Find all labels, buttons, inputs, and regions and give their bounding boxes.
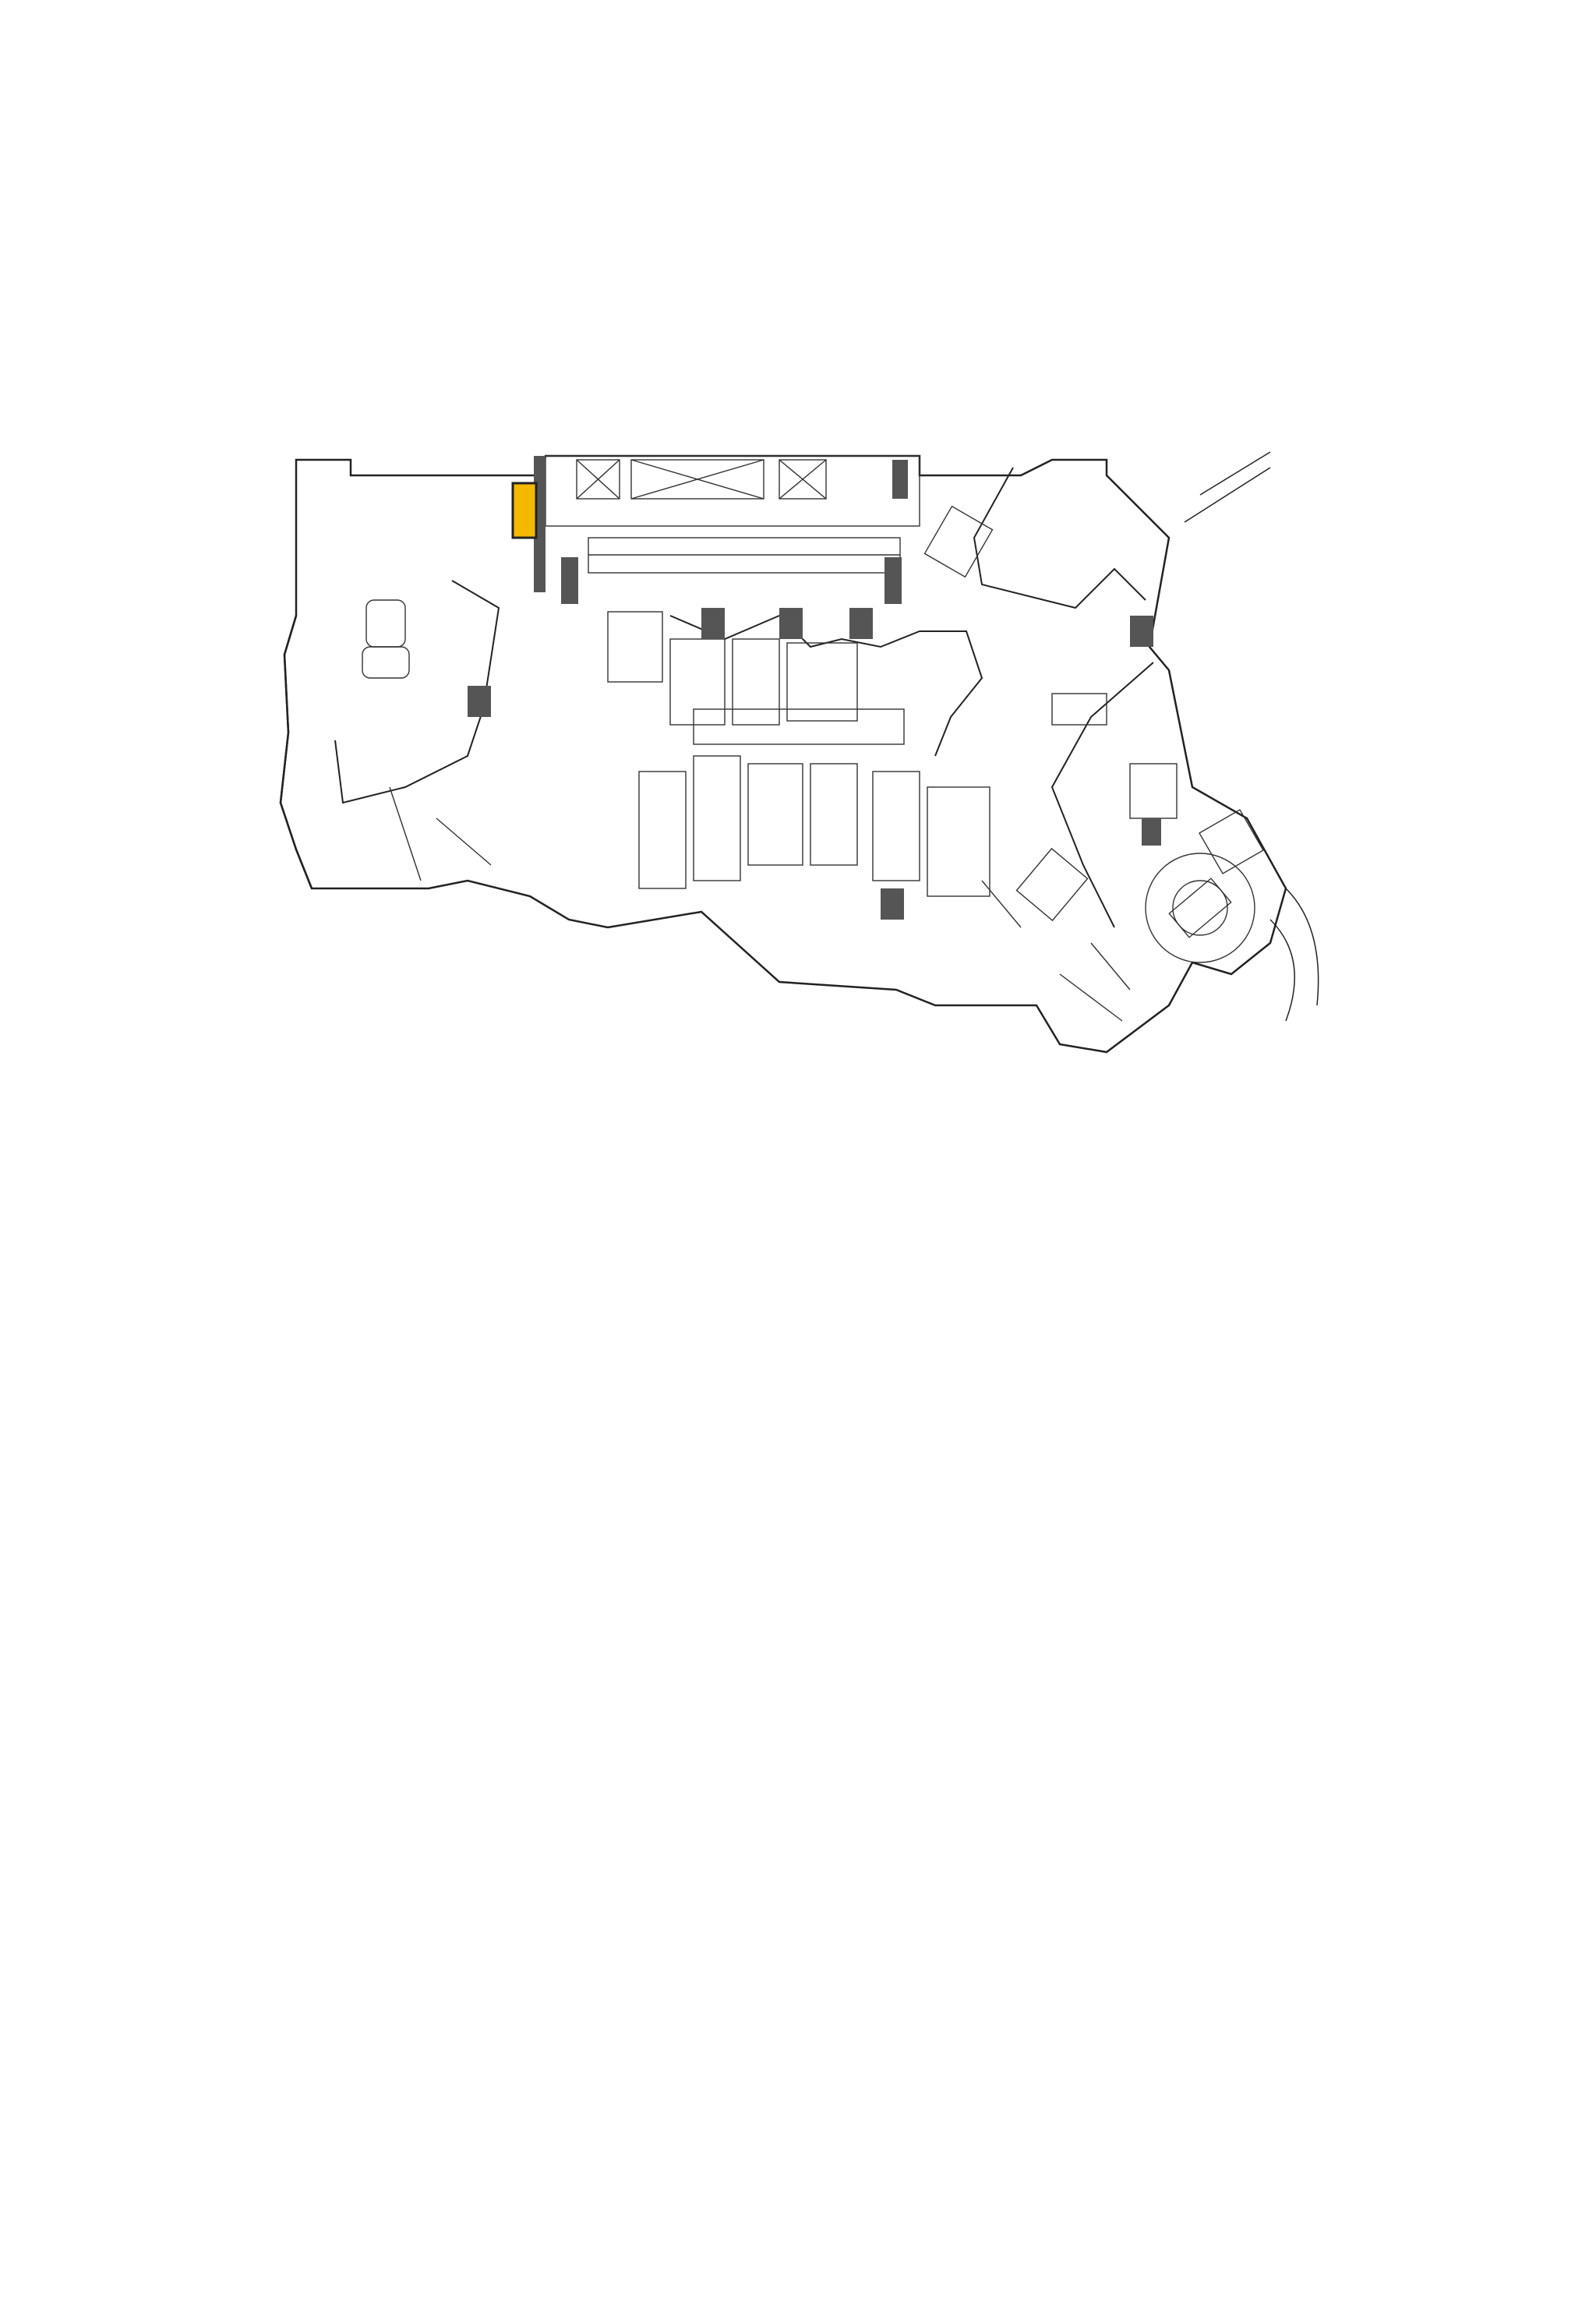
service-cores (468, 456, 1161, 920)
generator-room-highlight (513, 483, 536, 538)
building-outline (281, 452, 1319, 1052)
interior-partitions (362, 456, 1263, 1021)
floor-plan-drawing (234, 382, 1340, 1083)
floor-plan-figure (234, 382, 1340, 1083)
